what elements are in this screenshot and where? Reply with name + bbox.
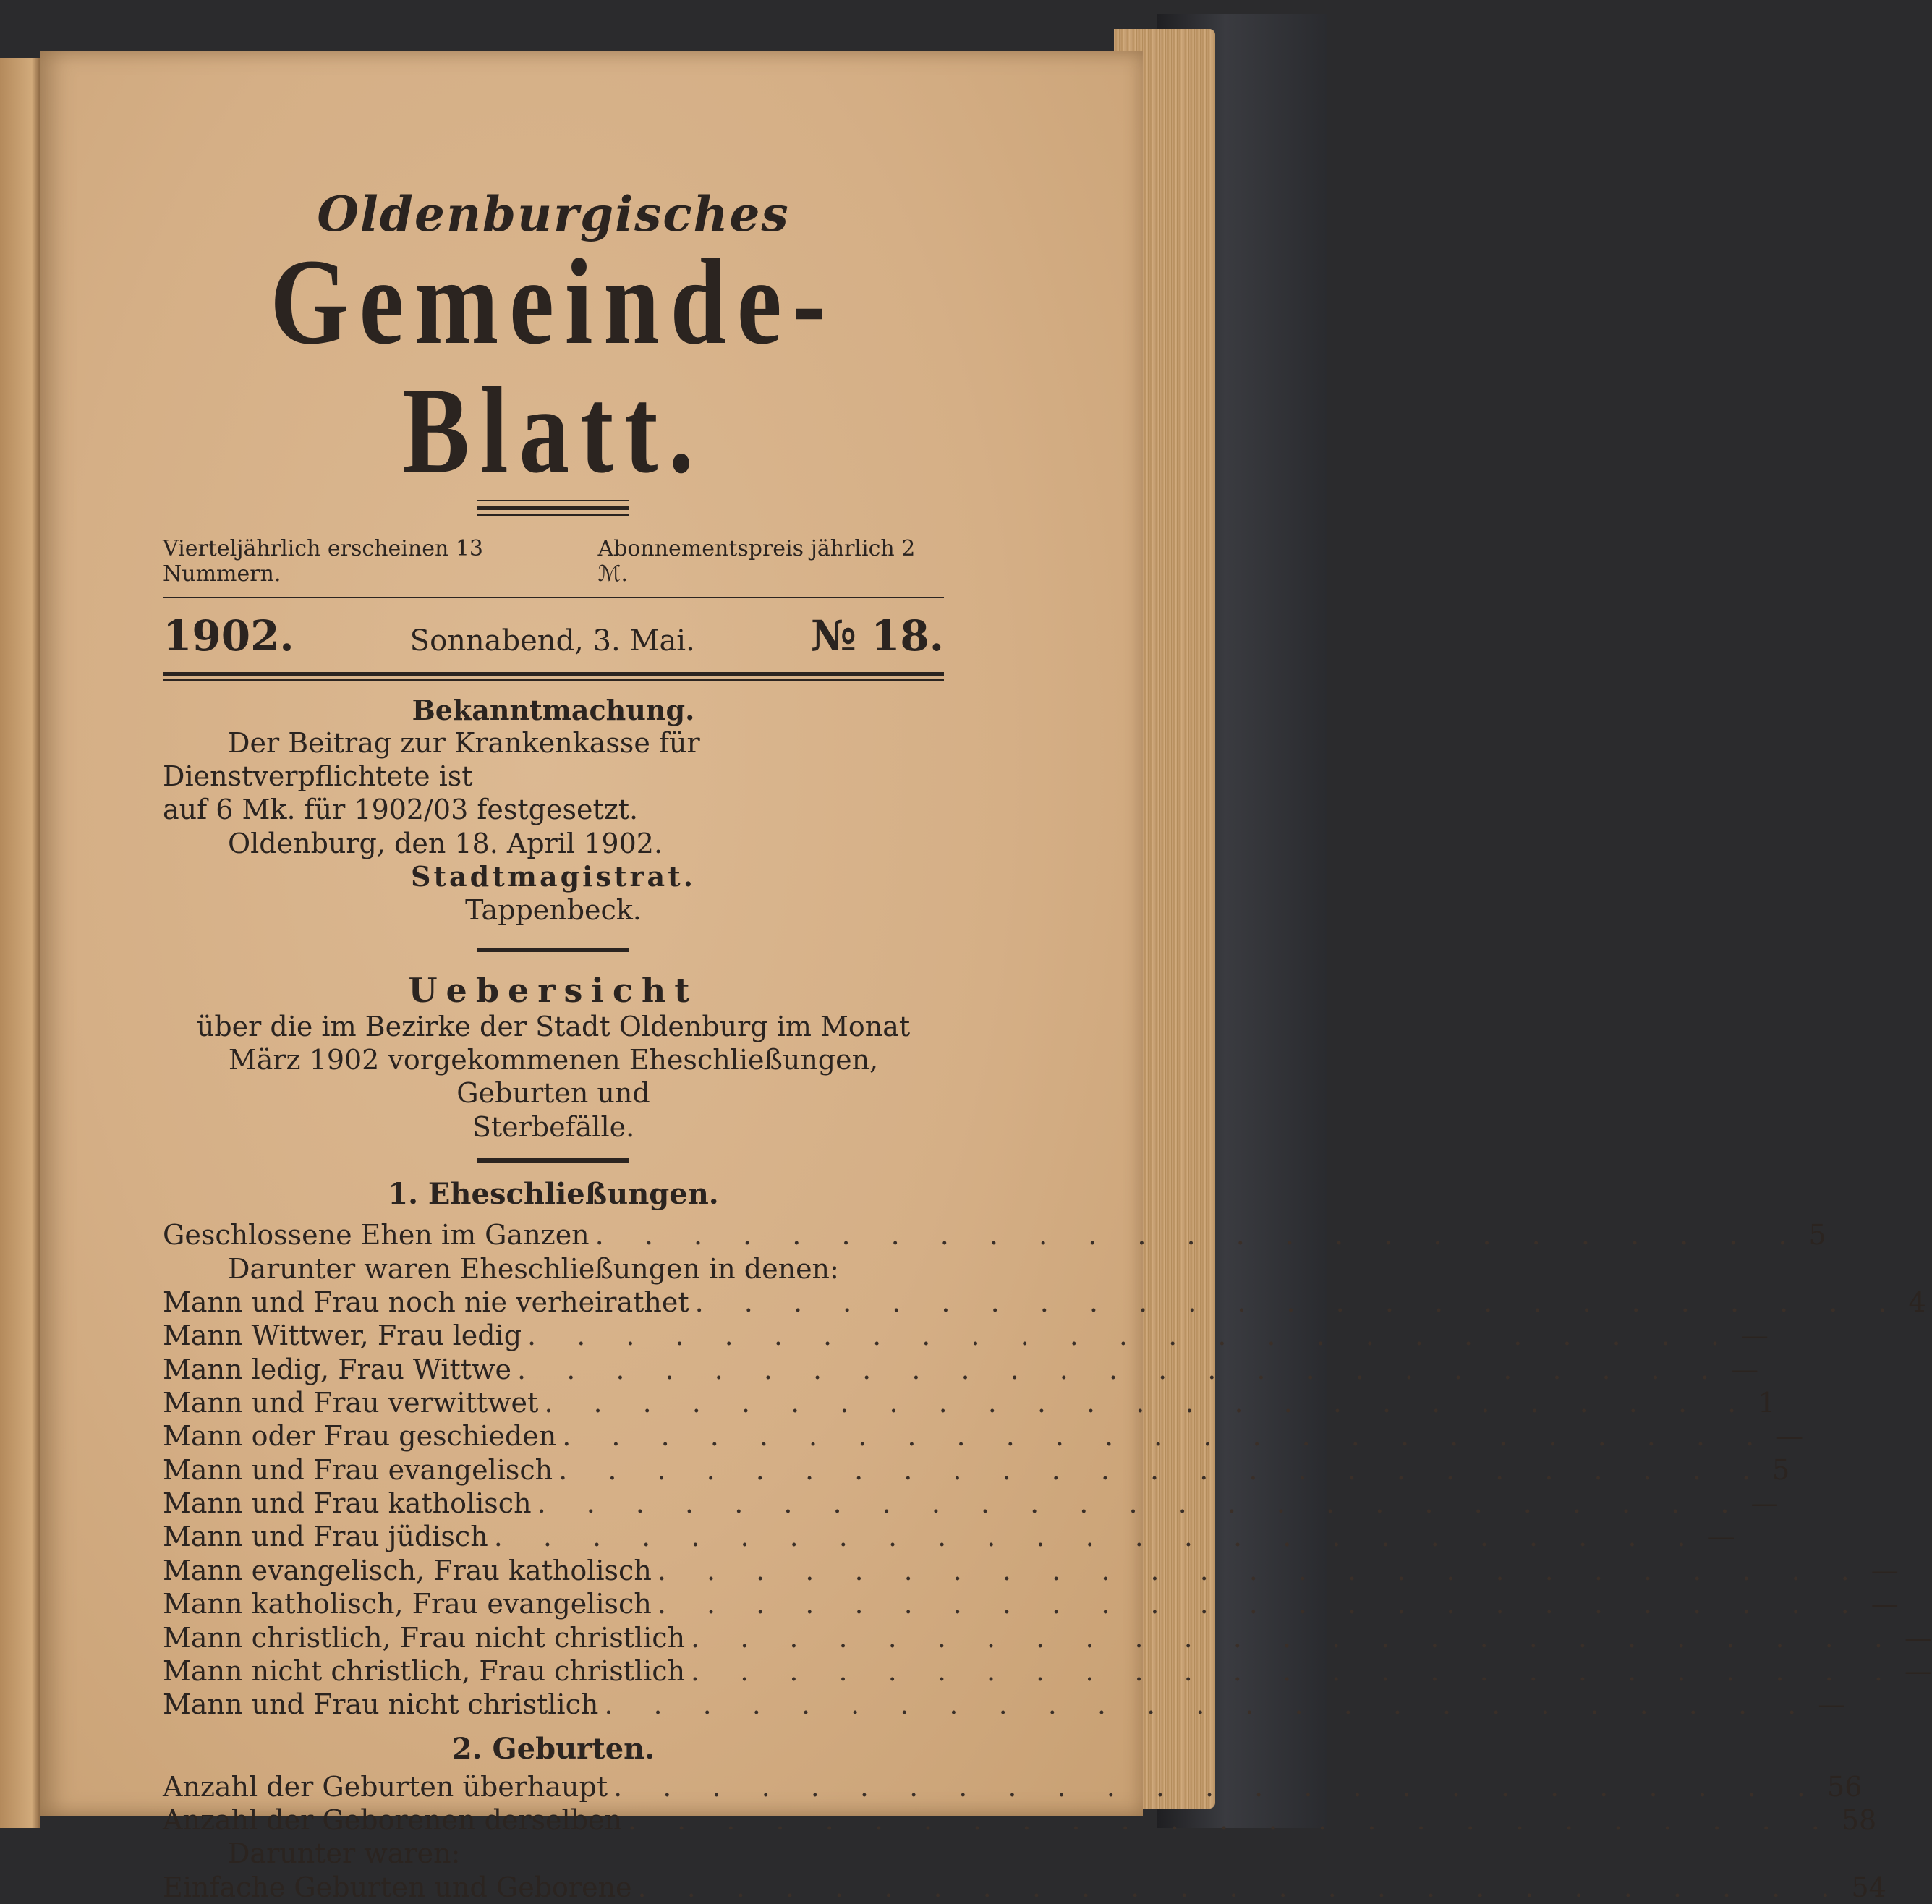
row-label: Mann und Frau jüdisch bbox=[163, 1521, 488, 1553]
row-value: 5 bbox=[1772, 1453, 1790, 1486]
leader-dots: . . . . . . . . . . . . . . . . . . . . . . . . . bbox=[562, 1420, 1771, 1453]
births-table bbox=[163, 1770, 1886, 1904]
row-value: 4 bbox=[1908, 1285, 1926, 1318]
row-value: 56 bbox=[1827, 1770, 1863, 1803]
row-value: — bbox=[1776, 1420, 1804, 1453]
table-row bbox=[163, 1688, 1846, 1721]
notice-authority: Stadtmagistrat. bbox=[411, 860, 696, 893]
row-value: 54 bbox=[1851, 1871, 1886, 1903]
leader-dots: . . . . . . . . . . . . . . . . . . . . . . . . . bbox=[517, 1353, 1725, 1385]
section1-title: 1. Eheschließungen. bbox=[388, 1177, 719, 1212]
row-value: — bbox=[1871, 1588, 1899, 1620]
row-label: Mann und Frau noch nie verheirathet bbox=[163, 1285, 689, 1318]
table-row bbox=[163, 1285, 1926, 1319]
issue-year: 1902. bbox=[163, 611, 294, 660]
table-row bbox=[163, 1453, 1790, 1487]
notice-heading: Bekanntmachung. bbox=[412, 693, 695, 726]
row-label: Anzahl der Geburten überhaupt bbox=[163, 1770, 608, 1803]
masthead-title: Gemeinde-Blatt. bbox=[270, 233, 837, 499]
overview-line2: März 1902 vorgekommenen Eheschließungen, Geburten und bbox=[228, 1044, 879, 1110]
issue-date: Sonnabend, 3. Mai. bbox=[409, 624, 695, 658]
row-value: — bbox=[1707, 1521, 1735, 1553]
table-row bbox=[163, 1621, 1932, 1654]
row-label: Mann christlich, Frau nicht christlich bbox=[163, 1621, 686, 1654]
leader-dots: . . . . . . . . . . . . . . . . . . . . . . . . . bbox=[627, 1803, 1836, 1836]
row-label: Mann evangelisch, Frau katholisch bbox=[163, 1554, 652, 1586]
row-value: — bbox=[1740, 1319, 1769, 1352]
row-value: — bbox=[1750, 1487, 1779, 1520]
section2-title: 2. Geburten. bbox=[451, 1731, 655, 1766]
dateline-rule-thick bbox=[163, 672, 944, 676]
row-label: Anzahl der Geborenen derselben bbox=[163, 1803, 622, 1836]
row-value: — bbox=[1730, 1353, 1758, 1385]
leader-dots: . . . . . . . . . . . . . . . . . . . . . . . . . bbox=[694, 1285, 1903, 1318]
leader-dots: . . . . . . . . . . . . . . . . . . . . . . . . . bbox=[657, 1588, 1865, 1620]
row-label: Geschlossene Ehen im Ganzen bbox=[163, 1219, 590, 1251]
facing-page-edge bbox=[0, 58, 40, 1828]
table-row bbox=[163, 1654, 1932, 1688]
masthead-rule-middle bbox=[477, 506, 629, 510]
table-row bbox=[163, 1252, 944, 1285]
table-row bbox=[163, 1218, 1826, 1251]
overview-line3: Sterbefälle. bbox=[472, 1110, 635, 1143]
table-row bbox=[163, 1770, 1863, 1803]
table-row bbox=[163, 1871, 1886, 1904]
table-row bbox=[163, 1319, 1769, 1352]
notice-place-date: Oldenburg, den 18. April 1902. bbox=[228, 827, 663, 859]
masthead-rule-bottom bbox=[477, 514, 629, 516]
masthead-rule-top bbox=[477, 500, 629, 501]
leader-dots: . . . . . . . . . . . . . . . . . . . . . . . . . bbox=[527, 1319, 1735, 1352]
issue-frequency: Vierteljährlich erscheinen 13 Nummern. bbox=[163, 535, 483, 587]
notice-line1: Der Beitrag zur Krankenkasse für Dienstverpflichtete ist bbox=[163, 726, 700, 792]
dateline-rule-thin bbox=[163, 679, 944, 681]
row-value: — bbox=[1818, 1688, 1846, 1721]
leader-dots: . . . . . . . . . . . . . . . . . . . . . . . . . bbox=[544, 1386, 1753, 1419]
row-label: Darunter waren Eheschließungen in denen: bbox=[228, 1252, 839, 1285]
row-value: — bbox=[1904, 1654, 1932, 1687]
table-row bbox=[163, 1487, 1779, 1520]
row-label: Mann ledig, Frau Wittwe bbox=[163, 1353, 512, 1385]
leader-dots: . . . . . . . . . . . . . . . . . . . . . . . . . bbox=[558, 1453, 1767, 1486]
table-row bbox=[163, 1587, 1899, 1620]
leader-dots: . . . . . . . . . . . . . . . . . . . . . . . . . bbox=[595, 1219, 1803, 1251]
table-row bbox=[163, 1419, 1804, 1453]
leader-dots: . . . . . . . . . . . . . . . . . . . . . . . . . bbox=[691, 1621, 1899, 1654]
row-value: — bbox=[1904, 1621, 1932, 1654]
row-label: Mann oder Frau geschieden bbox=[163, 1420, 557, 1453]
issue-number: № 18. bbox=[810, 611, 944, 660]
marriages-table bbox=[163, 1218, 1932, 1721]
row-label: Mann und Frau katholisch bbox=[163, 1487, 532, 1520]
overview-line1: über die im Bezirke der Stadt Oldenburg im Monat bbox=[196, 1010, 911, 1042]
notice-line2: auf 6 Mk. für 1902/03 festgesetzt. bbox=[163, 794, 639, 826]
leader-dots: . . . . . . . . . . . . . . . . . . . . . . . . . bbox=[613, 1770, 1822, 1803]
table-row bbox=[163, 1386, 1776, 1419]
subscription-price: Abonnementspreis jährlich 2 ℳ. bbox=[597, 535, 916, 587]
leader-dots: . . . . . . . . . . . . . . . . . . . . . . . . . bbox=[604, 1688, 1813, 1721]
row-label: Mann nicht christlich, Frau christlich bbox=[163, 1654, 686, 1687]
row-label: Mann und Frau nicht christlich bbox=[163, 1688, 599, 1721]
row-label: Mann Wittwer, Frau ledig bbox=[163, 1319, 522, 1352]
notice-signature: Tappenbeck. bbox=[465, 894, 642, 927]
leader-dots: . . . . . . . . . . . . . . . . . . . . . . . . . bbox=[637, 1871, 1846, 1903]
row-label: Mann und Frau evangelisch bbox=[163, 1453, 553, 1486]
row-label: Einfache Geburten und Geborene bbox=[163, 1871, 632, 1903]
row-label: Darunter waren: bbox=[228, 1837, 461, 1870]
overview-title: Uebersicht bbox=[408, 970, 699, 1010]
row-value: 58 bbox=[1841, 1803, 1877, 1836]
leader-dots: . . . . . . . . . . . . . . . . . . . . . . . . . bbox=[537, 1487, 1745, 1520]
table-row bbox=[163, 1520, 1735, 1553]
table-row bbox=[163, 1353, 1758, 1386]
row-value: 5 bbox=[1808, 1219, 1826, 1251]
table-row bbox=[163, 1803, 1877, 1837]
section-divider-2 bbox=[477, 1158, 629, 1163]
row-value: 1 bbox=[1758, 1386, 1776, 1419]
leader-dots: . . . . . . . . . . . . . . . . . . . . . . . . . bbox=[691, 1654, 1899, 1687]
table-row bbox=[163, 1837, 944, 1870]
page-content bbox=[163, 145, 1932, 1904]
row-value: — bbox=[1871, 1554, 1899, 1586]
section-divider-1 bbox=[477, 948, 629, 952]
row-label: Mann und Frau verwittwet bbox=[163, 1386, 539, 1419]
dateline bbox=[163, 611, 944, 672]
newspaper-page bbox=[40, 51, 1932, 1903]
masthead-line1: Oldenburgisches bbox=[317, 186, 790, 242]
table-row bbox=[163, 1554, 1899, 1587]
leader-dots: . . . . . . . . . . . . . . . . . . . . . . . . . bbox=[657, 1554, 1865, 1586]
leader-dots: . . . . . . . . . . . . . . . . . . . . . . . . . bbox=[493, 1521, 1702, 1553]
row-label: Mann katholisch, Frau evangelisch bbox=[163, 1588, 652, 1620]
subscription-line bbox=[163, 536, 944, 598]
